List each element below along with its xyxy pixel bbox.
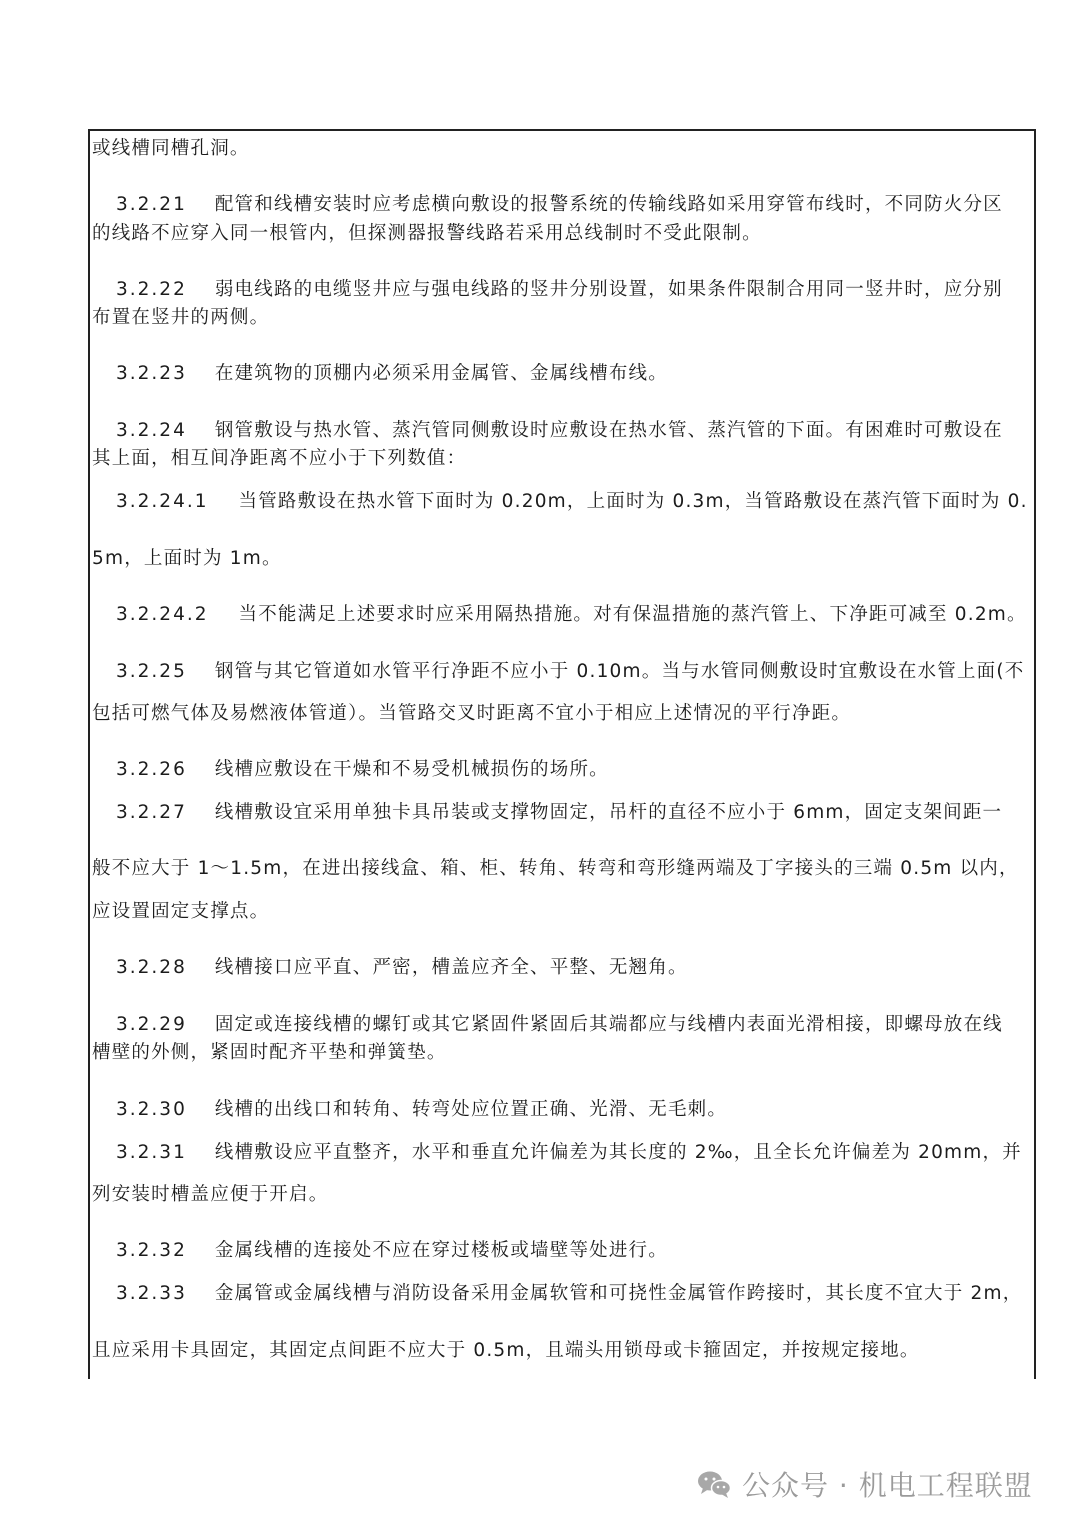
line-text: 线槽敷设应平直整齐，水平和垂直允许偏差为其长度的 2‰，且全长允许偏差为 20mm，并 xyxy=(214,1142,1022,1163)
text-line xyxy=(92,1040,1032,1066)
line-text: 线槽敷设宜采用单独卡具吊装或支撑物固定，吊杆的直径不应小于 6mm，固定支架间距一 xyxy=(214,802,1003,823)
clause-3-2-30 xyxy=(92,1097,1032,1123)
clause-number: 3.2.28 xyxy=(116,957,187,978)
clause-3-2-22 xyxy=(92,277,1032,303)
text-line xyxy=(92,546,1032,572)
line-text: 线槽应敷设在干燥和不易受机械损伤的场所。 xyxy=(214,759,609,780)
line-text: 金属线槽的连接处不应在穿过楼板或墙壁等处进行。 xyxy=(214,1240,668,1261)
clause-3-2-24-2 xyxy=(92,602,1032,628)
clause-number: 3.2.27 xyxy=(116,802,187,823)
clause-3-2-24-1 xyxy=(92,489,1032,515)
line-text: 包括可燃气体及易燃液体管道）。当管路交叉时距离不宜小于相应上述情况的平行净距。 xyxy=(92,703,852,724)
line-text: 钢管敷设与热水管、蒸汽管同侧敷设时应敷设在热水管、蒸汽管的下面。有困难时可敷设在 xyxy=(214,420,1003,441)
line-text: 线槽的出线口和转角、转弯处应位置正确、光滑、无毛刺。 xyxy=(214,1099,728,1120)
document-frame-right xyxy=(1034,129,1036,1379)
clause-number: 3.2.24.2 xyxy=(116,604,209,625)
line-text: 金属管或金属线槽与消防设备采用金属软管和可挠性金属管作跨接时，其长度不宜大于 2m， xyxy=(214,1283,1023,1304)
line-text: 配管和线槽安装时应考虑横向敷设的报警系统的传输线路如采用穿管布线时，不同防火分区 xyxy=(214,194,1003,215)
line-text: 当不能满足上述要求时应采用隔热措施。对有保温措施的蒸汽管上、下净距可减至 0.2m。 xyxy=(238,604,1027,625)
line-text: 或线槽同槽孔洞。 xyxy=(92,138,250,159)
clause-3-2-28 xyxy=(92,955,1032,981)
clause-number: 3.2.23 xyxy=(116,363,187,384)
text-line xyxy=(92,1182,1032,1208)
clause-number: 3.2.32 xyxy=(116,1240,187,1261)
line-text: 槽壁的外侧，紧固时配齐平垫和弹簧垫。 xyxy=(92,1042,447,1063)
line-text: 的线路不应穿入同一根管内，但探测器报警线路若采用总线制时不受此限制。 xyxy=(92,223,762,244)
clause-number: 3.2.24.1 xyxy=(116,491,209,512)
clause-3-2-31 xyxy=(92,1140,1032,1166)
watermark-text: 公众号 · 机电工程联盟 xyxy=(742,1469,1033,1502)
clause-3-2-21 xyxy=(92,192,1032,218)
line-text: 般不应大于 1～1.5m，在进出接线盒、箱、柜、转角、转弯和弯形缝两端及丁字接头的三端 0.5m 以内， xyxy=(92,858,1019,879)
clause-number: 3.2.29 xyxy=(116,1014,187,1035)
clause-3-2-24 xyxy=(92,418,1032,444)
text-line xyxy=(92,899,1032,925)
clause-3-2-27 xyxy=(92,800,1032,826)
clause-number: 3.2.25 xyxy=(116,661,187,682)
text-line xyxy=(92,305,1032,331)
line-text: 5m，上面时为 1m。 xyxy=(92,548,282,569)
line-text: 在建筑物的顶棚内必须采用金属管、金属线槽布线。 xyxy=(214,363,668,384)
clause-3-2-25 xyxy=(92,659,1032,685)
text-line xyxy=(92,1338,1032,1364)
line-text: 弱电线路的电缆竖井应与强电线路的竖井分别设置，如果条件限制合用同一竖井时，应分别 xyxy=(214,279,1003,300)
line-text: 应设置固定支撑点。 xyxy=(92,901,270,922)
watermark xyxy=(696,1464,1033,1504)
line-text: 且应采用卡具固定，其固定点间距不应大于 0.5m，且端头用锁母或卡箍固定，并按规定接地。 xyxy=(92,1340,920,1361)
text-line xyxy=(92,701,1032,727)
line-text: 其上面，相互间净距离不应小于下列数值： xyxy=(92,448,467,469)
wechat-icon xyxy=(696,1469,732,1499)
document-frame-top xyxy=(88,129,1036,131)
line-text: 当管路敷设在热水管下面时为 0.20m，上面时为 0.3m，当管路敷设在蒸汽管下面时为 0. xyxy=(238,491,1028,512)
clause-3-2-23 xyxy=(92,361,1032,387)
text-line xyxy=(92,136,1032,162)
line-text: 钢管与其它管道如水管平行净距不应小于 0.10m。当与水管同侧敷设时宜敷设在水管上面(不 xyxy=(214,661,1025,682)
clause-number: 3.2.24 xyxy=(116,420,187,441)
document-frame-left xyxy=(88,129,90,1379)
clause-3-2-32 xyxy=(92,1238,1032,1264)
text-line xyxy=(92,446,1032,472)
text-line xyxy=(92,221,1032,247)
clause-number: 3.2.33 xyxy=(116,1283,187,1304)
line-text: 布置在竖井的两侧。 xyxy=(92,307,270,328)
text-line xyxy=(92,856,1032,882)
clause-number: 3.2.30 xyxy=(116,1099,187,1120)
clause-number: 3.2.21 xyxy=(116,194,187,215)
clause-3-2-29 xyxy=(92,1012,1032,1038)
clause-3-2-33 xyxy=(92,1281,1032,1307)
clause-number: 3.2.22 xyxy=(116,279,187,300)
line-text: 固定或连接线槽的螺钉或其它紧固件紧固后其端都应与线槽内表面光滑相接，即螺母放在线 xyxy=(214,1014,1003,1035)
line-text: 列安装时槽盖应便于开启。 xyxy=(92,1184,329,1205)
line-text: 线槽接口应平直、严密，槽盖应齐全、平整、无翘角。 xyxy=(214,957,688,978)
clause-number: 3.2.26 xyxy=(116,759,187,780)
clause-3-2-26 xyxy=(92,757,1032,783)
clause-number: 3.2.31 xyxy=(116,1142,187,1163)
